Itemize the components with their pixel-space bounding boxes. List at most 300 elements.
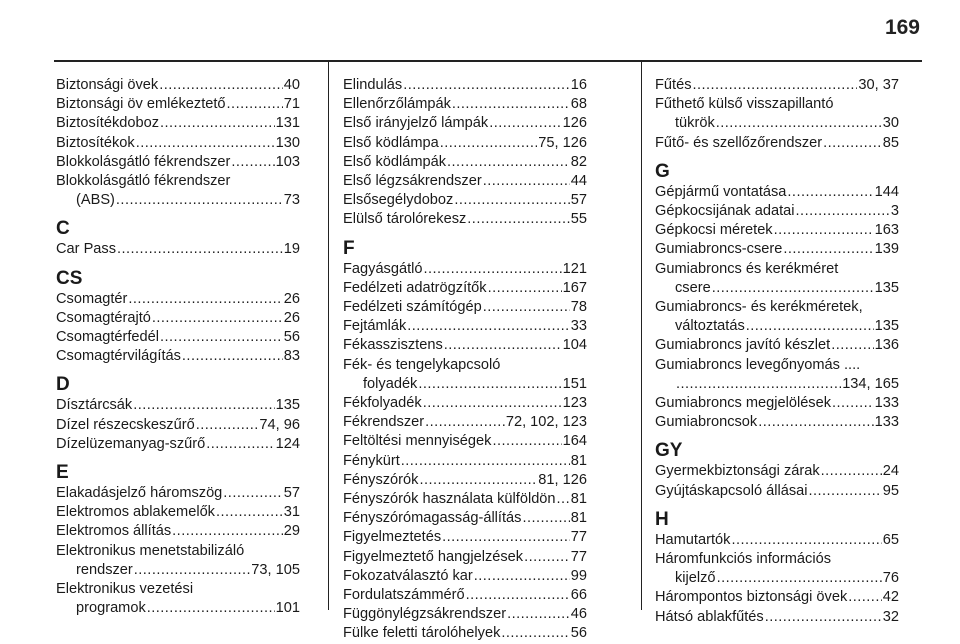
dot-leader (182, 347, 283, 366)
entry-line (343, 95, 587, 114)
entry-pages: 167 (562, 279, 587, 296)
entry-pages: 33 (570, 318, 587, 335)
entry-pages: 135 (275, 397, 300, 414)
dot-leader (134, 561, 251, 580)
entry-line (343, 114, 587, 133)
index-entry (56, 76, 300, 95)
dot-leader (231, 153, 274, 172)
entry-line (56, 95, 300, 114)
index-entry (56, 153, 300, 172)
index-entry (343, 134, 587, 153)
entry-term-line: Fék- és tengelykapcsoló (343, 356, 501, 373)
entry-pages: 78 (570, 299, 587, 316)
section-letter: CS (56, 267, 83, 289)
entry-line (655, 221, 899, 240)
entry-line (343, 567, 587, 586)
index-entry (655, 240, 899, 259)
entry-line (343, 375, 587, 394)
entry-line (56, 240, 300, 259)
entry-term-line: Háromfunkciós információs (655, 551, 831, 568)
entry-line (56, 347, 300, 366)
entry-term: Blokkolásgátló fékrendszer (56, 153, 231, 170)
dot-leader (206, 435, 274, 454)
index-entry (343, 279, 587, 298)
entry-term: Gépkocsi méretek (655, 222, 773, 239)
dot-leader (418, 375, 561, 394)
entry-line (655, 531, 899, 550)
dot-leader (832, 394, 874, 413)
entry-term: Fűtés (655, 77, 692, 93)
entry-term: Elektromos állítás (56, 523, 172, 540)
index-entry (343, 528, 587, 547)
entry-term: Csomagtér (56, 290, 128, 307)
index-entry (56, 435, 300, 454)
entry-pages: 68 (570, 96, 587, 113)
index-entry (56, 290, 300, 309)
dot-leader (783, 240, 873, 259)
entry-line (343, 134, 587, 153)
entry-term: Fedélzeti számítógép (343, 299, 482, 316)
section-letter: E (56, 462, 69, 484)
section-letter: H (655, 508, 669, 530)
entry-line (343, 471, 587, 490)
entry-pages: 99 (570, 567, 587, 584)
entry-line (343, 260, 587, 279)
dot-leader (489, 114, 561, 133)
dot-leader (128, 290, 282, 309)
entry-line (343, 76, 587, 95)
dot-leader (676, 375, 841, 394)
entry-line (655, 375, 899, 394)
dot-leader (717, 569, 882, 588)
entry-pages: 104 (562, 337, 587, 354)
dot-leader (821, 462, 882, 481)
index-entry (343, 624, 587, 643)
dot-leader (522, 509, 569, 528)
entry-term: folyadék (363, 375, 418, 392)
section-letter: D (56, 374, 70, 396)
index-entry (343, 548, 587, 567)
dot-leader (483, 298, 570, 317)
entry-term: Elsősegélydoboz (343, 192, 454, 209)
dot-leader (452, 95, 570, 114)
index-section (343, 238, 587, 644)
entry-term: Függönylégzsákrendszer (343, 606, 507, 623)
entry-term: rendszer (76, 561, 133, 578)
entry-term: változtatás (675, 318, 745, 335)
index-entry (343, 471, 587, 490)
dot-leader (419, 471, 537, 490)
index-entry (343, 586, 587, 605)
entry-term: Feltöltési mennyiségek (343, 433, 492, 450)
dot-leader (196, 416, 259, 435)
dot-leader (403, 76, 570, 95)
dot-leader (774, 221, 874, 240)
index-section (56, 218, 300, 259)
entry-pages: 66 (570, 587, 587, 604)
entry-pages: 101 (275, 600, 300, 617)
entry-line (655, 482, 899, 501)
entry-term: Fékrendszer (343, 414, 425, 431)
index-entry (343, 298, 587, 317)
entry-term: Fényszórók használata külföldön (343, 491, 556, 508)
entry-term: Hárompontos biztonsági övek (655, 589, 848, 606)
entry-pages: 83 (283, 348, 300, 365)
index-entry (56, 114, 300, 133)
entry-pages: 135 (874, 279, 899, 296)
entry-line (56, 484, 300, 503)
entry-line (56, 76, 300, 95)
index-entry (655, 531, 899, 550)
index-entry (343, 260, 587, 279)
entry-term: Első légzsákrendszer (343, 173, 482, 190)
section-letter: C (56, 218, 70, 240)
entry-line (56, 599, 300, 618)
entry-line (343, 452, 587, 471)
entry-line (56, 191, 300, 210)
entry-term: Gumiabroncs-csere (655, 241, 783, 258)
dot-leader (454, 191, 569, 210)
entry-line (56, 114, 300, 133)
dot-leader (160, 114, 275, 133)
entry-term: Figyelmeztető hangjelzések (343, 548, 524, 565)
entry-line (655, 608, 899, 627)
index-entry (655, 413, 899, 432)
index-entry (343, 114, 587, 133)
entry-term: Fényszórómagasság-állítás (343, 510, 522, 527)
index-entry (655, 183, 899, 202)
entry-pages: 144 (874, 183, 899, 200)
dot-leader (424, 260, 562, 279)
entry-line (343, 394, 587, 413)
dot-leader (216, 503, 283, 522)
dot-leader (524, 548, 570, 567)
dot-leader (809, 482, 882, 501)
entry-pages: 81, 126 (538, 471, 587, 488)
entry-pages: 73, 105 (251, 561, 300, 578)
entry-term: Figyelmeztetés (343, 529, 442, 546)
index-entry (343, 172, 587, 191)
entry-term: (ABS) (76, 192, 115, 209)
entry-term: kijelző (675, 570, 716, 587)
entry-term: Elektromos ablakemelők (56, 504, 215, 521)
index-entry (655, 482, 899, 501)
entry-term-line: Gumiabroncs levegőnyomás .... (655, 356, 861, 373)
entry-pages: 26 (283, 309, 300, 326)
section-letter: F (343, 237, 355, 259)
entry-pages: 74, 96 (259, 416, 300, 433)
index-entry (655, 134, 899, 153)
dot-leader (133, 396, 274, 415)
dot-leader (172, 522, 283, 541)
entry-line (343, 191, 587, 210)
header-rule (54, 60, 922, 62)
dot-leader (712, 279, 874, 298)
entry-pages: 133 (874, 414, 899, 431)
dot-leader (116, 191, 283, 210)
entry-pages: 56 (283, 329, 300, 346)
entry-term: Car Pass (56, 241, 117, 258)
dot-leader (423, 394, 562, 413)
entry-pages: 24 (882, 463, 899, 480)
dot-leader (787, 183, 873, 202)
index-entry (655, 298, 899, 336)
entry-pages: 163 (874, 222, 899, 239)
entry-pages: 29 (283, 523, 300, 540)
entry-term: Biztosítékok (56, 134, 135, 151)
entry-pages: 73 (283, 192, 300, 209)
index-entry (343, 76, 587, 95)
dot-leader (407, 317, 570, 336)
dot-leader (223, 484, 282, 503)
index-entry (56, 240, 300, 259)
entry-term: Fagyásgátló (343, 260, 423, 277)
entry-line (56, 134, 300, 153)
entry-term: Fülke feletti tárolóhelyek (343, 625, 501, 642)
entry-term: Fékasszisztens (343, 337, 443, 354)
dot-leader (848, 588, 882, 607)
index-section (655, 509, 899, 627)
entry-term: Csomagtérajtó (56, 309, 151, 326)
dot-leader (501, 624, 569, 643)
dot-leader (159, 76, 283, 95)
entry-pages: 46 (570, 606, 587, 623)
index-entry (655, 394, 899, 413)
index-entry (56, 484, 300, 503)
entry-term: programok (76, 600, 146, 617)
entry-line (56, 522, 300, 541)
entry-pages: 130 (275, 134, 300, 151)
index-entry (56, 522, 300, 541)
dot-leader (693, 76, 858, 95)
page-number: 169 (884, 16, 920, 39)
entry-line (343, 153, 587, 172)
entry-pages: 77 (570, 529, 587, 546)
entry-line (655, 114, 899, 133)
entry-pages: 82 (570, 153, 587, 170)
entry-term: Gépjármű vontatása (655, 183, 787, 200)
dot-leader (442, 528, 570, 547)
entry-pages: 65 (882, 531, 899, 548)
entry-line (56, 435, 300, 454)
entry-line (343, 490, 587, 509)
dot-leader (483, 172, 570, 191)
entry-term: Fejtámlák (343, 318, 407, 335)
entry-term: Ellenőrzőlámpák (343, 96, 451, 113)
index-section (56, 268, 300, 367)
entry-line (343, 298, 587, 317)
index-entry (655, 221, 899, 240)
entry-line (343, 586, 587, 605)
index-entry (655, 336, 899, 355)
index-entry (343, 394, 587, 413)
entry-line (56, 309, 300, 328)
entry-line (343, 210, 587, 229)
index-entry (343, 336, 587, 355)
entry-line (56, 328, 300, 347)
index-entry (56, 328, 300, 347)
entry-pages: 76 (882, 570, 899, 587)
index-entry (655, 356, 899, 394)
entry-term: Fényszórók (343, 471, 419, 488)
entry-pages: 123 (562, 395, 587, 412)
entry-term: Dízel részecskeszűrő (56, 416, 195, 433)
entry-pages: 55 (570, 211, 587, 228)
entry-pages: 85 (882, 134, 899, 151)
entry-term: Első ködlámpák (343, 153, 447, 170)
entry-line (655, 336, 899, 355)
index-entry (343, 413, 587, 432)
entry-line (343, 432, 587, 451)
entry-pages: 57 (283, 485, 300, 502)
entry-pages: 136 (874, 337, 899, 354)
entry-term: Fokozatválasztó kar (343, 567, 473, 584)
entry-line (655, 394, 899, 413)
dot-leader (425, 413, 505, 432)
dot-leader (447, 153, 570, 172)
entry-term: Elülső tárolórekesz (343, 211, 467, 228)
index-section (655, 440, 899, 500)
index-section (655, 76, 899, 153)
entry-pages: 135 (874, 318, 899, 335)
entry-term: Fűtő- és szellőzőrendszer (655, 134, 823, 151)
entry-line (655, 202, 899, 221)
index-entry (56, 134, 300, 153)
index-column-1 (56, 76, 300, 618)
dot-leader (765, 608, 882, 627)
entry-line (655, 462, 899, 481)
entry-term: tükrök (675, 115, 715, 132)
dot-leader (731, 531, 881, 550)
entry-pages: 126 (562, 115, 587, 132)
entry-term: Fordulatszámmérő (343, 587, 465, 604)
entry-pages: 124 (275, 435, 300, 452)
dot-leader (440, 134, 538, 153)
entry-term: Elakadásjelző háromszög (56, 485, 223, 502)
entry-term-line: Elektronikus vezetési (56, 581, 194, 598)
index-section (343, 76, 587, 230)
entry-term-line: Elektronikus menetstabilizáló (56, 542, 245, 559)
index-entry (343, 567, 587, 586)
index-section (56, 76, 300, 210)
entry-pages: 164 (562, 433, 587, 450)
entry-line (56, 503, 300, 522)
entry-pages: 16 (570, 77, 587, 93)
index-entry (343, 317, 587, 336)
index-column-2 (343, 76, 587, 644)
entry-pages: 81 (570, 510, 587, 527)
entry-line (343, 317, 587, 336)
dot-leader (401, 452, 570, 471)
entry-term-line: Fűthető külső visszapillantó (655, 96, 834, 113)
entry-pages: 40 (283, 77, 300, 93)
entry-term: csere (675, 279, 711, 296)
dot-leader (136, 134, 275, 153)
dot-leader (147, 599, 275, 618)
column-divider (328, 62, 329, 610)
dot-leader (831, 336, 873, 355)
entry-term: Hátsó ablakfűtés (655, 608, 764, 625)
dot-leader (444, 336, 562, 355)
entry-pages: 151 (562, 375, 587, 392)
index-entry (343, 210, 587, 229)
entry-term: Biztosítékdoboz (56, 115, 160, 132)
dot-leader (796, 202, 890, 221)
dot-leader (474, 567, 570, 586)
entry-pages: 103 (275, 153, 300, 170)
index-entry (655, 550, 899, 588)
dot-leader (160, 328, 283, 347)
index-entry (56, 542, 300, 580)
entry-term-line: Gumiabroncs és kerékméret (655, 260, 839, 277)
entry-pages: 56 (570, 625, 587, 642)
entry-pages: 19 (283, 241, 300, 258)
index-entry (56, 95, 300, 114)
index-section (56, 374, 300, 454)
entry-line (655, 317, 899, 336)
section-letter: G (655, 160, 670, 182)
entry-pages: 31 (283, 504, 300, 521)
entry-pages: 26 (283, 290, 300, 307)
entry-term: Gumiabroncsok (655, 414, 758, 431)
index-section (56, 462, 300, 618)
entry-line (343, 172, 587, 191)
entry-term: Dízelüzemanyag-szűrő (56, 435, 206, 452)
entry-term: Első irányjelző lámpák (343, 115, 489, 132)
dot-leader (117, 240, 283, 259)
entry-term: Elindulás (343, 77, 403, 93)
dot-leader (467, 210, 569, 229)
dot-leader (716, 114, 882, 133)
entry-pages: 134, 165 (842, 375, 899, 392)
section-letter: GY (655, 440, 683, 462)
entry-term: Biztonsági öv emlékeztető (56, 96, 226, 113)
index-entry (56, 309, 300, 328)
column-divider (641, 62, 642, 610)
index-section (655, 161, 899, 433)
entry-pages: 133 (874, 395, 899, 412)
entry-pages: 30, 37 (858, 77, 899, 93)
entry-line (343, 528, 587, 547)
entry-pages: 81 (570, 452, 587, 469)
entry-term-line: Gumiabroncs- és kerékméretek, (655, 299, 863, 316)
entry-pages: 72, 102, 123 (505, 414, 587, 431)
entry-term: Gyújtáskapcsoló állásai (655, 482, 808, 499)
index-entry (343, 509, 587, 528)
index-entry (655, 608, 899, 627)
entry-pages: 139 (874, 241, 899, 258)
dot-leader (488, 279, 562, 298)
index-entry (56, 416, 300, 435)
entry-term: Fékfolyadék (343, 395, 422, 412)
entry-term-line: Blokkolásgátló fékrendszer (56, 173, 231, 190)
entry-line (655, 588, 899, 607)
dot-leader (507, 605, 570, 624)
entry-pages: 42 (882, 589, 899, 606)
entry-line (343, 279, 587, 298)
index-entry (343, 452, 587, 471)
index-entry (343, 605, 587, 624)
entry-line (343, 509, 587, 528)
entry-pages: 44 (570, 173, 587, 190)
index-entry (655, 202, 899, 221)
index-entry (655, 588, 899, 607)
index-entry (343, 490, 587, 509)
entry-pages: 95 (882, 482, 899, 499)
entry-line (343, 548, 587, 567)
index-entry (56, 503, 300, 522)
dot-leader (758, 413, 873, 432)
